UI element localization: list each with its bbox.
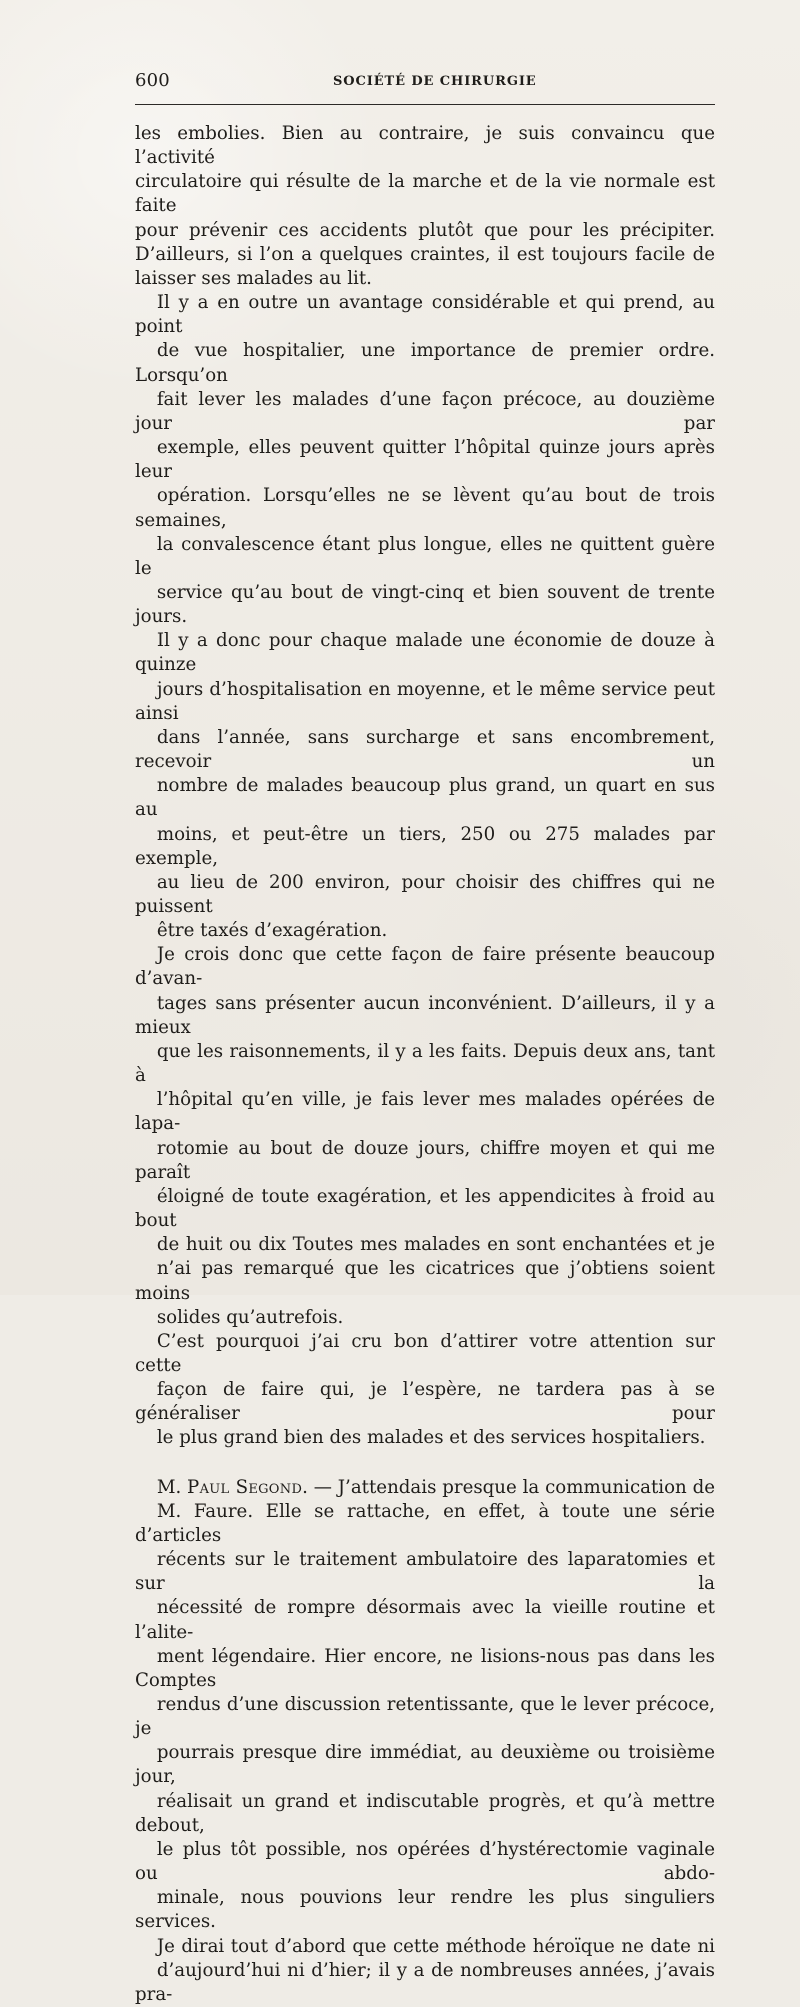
speaker-line bbox=[135, 1476, 715, 1500]
paragraph-line: solides qu’autrefois. bbox=[156, 1306, 344, 1328]
paragraph-line: fait lever les malades d’une façon précoce, au douzième jour par bbox=[135, 388, 715, 434]
paragraph-line: de huit ou dix Toutes mes malades en sont enchantées et je bbox=[156, 1234, 715, 1256]
main-text bbox=[135, 122, 715, 2007]
paragraph-line: le plus tôt possible, nos opérées d’hystérectomie vaginale ou abdo- bbox=[135, 1838, 715, 1885]
paragraph-line: Je crois donc que cette façon de faire présente beaucoup d’avan- bbox=[135, 944, 715, 990]
paragraph-line: Il y a donc pour chaque malade une économie de douze à quinze bbox=[135, 630, 715, 676]
page-header bbox=[135, 66, 715, 106]
paragraph-line: rotomie au bout de douze jours, chiffre moyen et qui me paraît bbox=[135, 1137, 715, 1183]
section-spacer bbox=[135, 1451, 715, 1476]
paragraph-line: moins, et peut-être un tiers, 250 ou 275 malades par exemple, bbox=[135, 823, 715, 869]
paragraph-line: exemple, elles peuvent quitter l’hôpital quinze jours après leur bbox=[135, 437, 715, 483]
page-number: 600 bbox=[135, 70, 170, 91]
paragraph-line: tages sans présenter aucun inconvénient. D’ailleurs, il y a mieux bbox=[135, 992, 715, 1038]
speaker-name: Paul Segond bbox=[187, 1476, 303, 1498]
paragraph-line: pourrais presque dire immédiat, au deuxième ou troisième jour, bbox=[135, 1742, 715, 1788]
paragraph-line: jours d’hospitalisation en moyenne, et le même service peut ainsi bbox=[135, 678, 715, 724]
paragraph-line: n’ai pas remarqué que les cicatrices que j’obtiens soient moins bbox=[135, 1258, 715, 1304]
paragraph-line: façon de faire qui, je l’espère, ne tardera pas à se généraliser pour bbox=[135, 1379, 715, 1425]
segond-paragraph bbox=[135, 1476, 715, 1935]
paragraph-line: être taxés d’exagération. bbox=[156, 920, 388, 942]
paragraph-line: C’est pourquoi j’ai cru bon d’attirer votre attention sur cette bbox=[135, 1330, 715, 1376]
paragraph-line: rendus d’une discussion retentissante, que le lever précoce, je bbox=[135, 1694, 715, 1740]
paragraph-line: le plus grand bien des malades et des services hospitaliers. bbox=[156, 1427, 706, 1449]
paragraph-line: laisser ses malades au lit. bbox=[135, 267, 372, 289]
paragraph-line: éloigné de toute exagération, et les appendicites à froid au bout bbox=[135, 1185, 715, 1232]
paragraph-line: minale, nous pouvions leur rendre les plus singuliers services. bbox=[135, 1887, 715, 1933]
paragraph-line: nombre de malades beaucoup plus grand, un quart en sus au bbox=[135, 775, 715, 821]
paragraph-line: nécessité de rompre désormais avec la vieille routine et l’alite- bbox=[135, 1597, 715, 1643]
paragraph-4 bbox=[135, 1330, 715, 1451]
paragraph-line: dans l’année, sans surcharge et sans encombrement, recevoir un bbox=[135, 726, 715, 773]
paragraph-line: les embolies. Bien au contraire, je suis convaincu que l’activité bbox=[135, 123, 715, 169]
paragraph-line: circulatoire qui résulte de la marche et de la vie normale est faite bbox=[135, 171, 715, 217]
paragraph-line: au lieu de 200 environ, pour choisir des chiffres qui ne puissent bbox=[135, 871, 715, 917]
paragraph-line: opération. Lorsqu’elles ne se lèvent qu’au bout de trois semaines, bbox=[135, 485, 715, 531]
paragraph-1 bbox=[135, 122, 715, 291]
paragraph-line: service qu’au bout de vingt-cinq et bien souvent de trente jours. bbox=[135, 581, 715, 628]
paragraph-line: que les raisonnements, il y a les faits. Depuis deux ans, tant à bbox=[135, 1040, 715, 1087]
paragraph-line: pour prévenir ces accidents plutôt que pour les précipiter. bbox=[135, 219, 715, 241]
paragraph-line: l’hôpital qu’en ville, je fais lever mes malades opérées de lapa- bbox=[135, 1089, 715, 1135]
speaker-prefix: M. bbox=[156, 1476, 188, 1498]
paragraph-line: Je dirai tout d’abord que cette méthode héroïque ne date ni bbox=[156, 1935, 715, 1957]
paragraph-line: de vue hospitalier, une importance de premier ordre. Lorsqu’on bbox=[135, 340, 715, 386]
running-title: SOCIÉTÉ DE CHIRURGIE bbox=[333, 74, 537, 89]
paragraph-line: Il y a en outre un avantage considérable et qui prend, au point bbox=[135, 292, 715, 338]
paragraph-line: ment légendaire. Hier encore, ne lisions-nous pas dans les Comptes bbox=[135, 1645, 715, 1691]
speaker-line-rest: . — J’attendais presque la communication de bbox=[302, 1476, 715, 1498]
paragraph-line: réalisait un grand et indiscutable progrès, et qu’à mettre debout, bbox=[135, 1790, 715, 1836]
paragraph-line: M. Faure. Elle se rattache, en effet, à toute une série d’articles bbox=[135, 1500, 715, 1546]
paragraph-2 bbox=[135, 291, 715, 943]
paragraph-line: récents sur le traitement ambulatoire des laparatomies et sur la bbox=[135, 1549, 715, 1595]
paragraph-line: la convalescence étant plus longue, elles ne quittent guère le bbox=[135, 533, 715, 579]
paragraph-line: d’aujourd’hui ni d’hier; il y a de nombreuses années, j’avais pra- bbox=[135, 1959, 715, 2005]
paragraph-3 bbox=[135, 943, 715, 1330]
paragraph-line: D’ailleurs, si l’on a quelques craintes, il est toujours facile de bbox=[135, 243, 715, 265]
final-paragraph bbox=[135, 1935, 715, 2007]
header-rule bbox=[135, 104, 715, 105]
